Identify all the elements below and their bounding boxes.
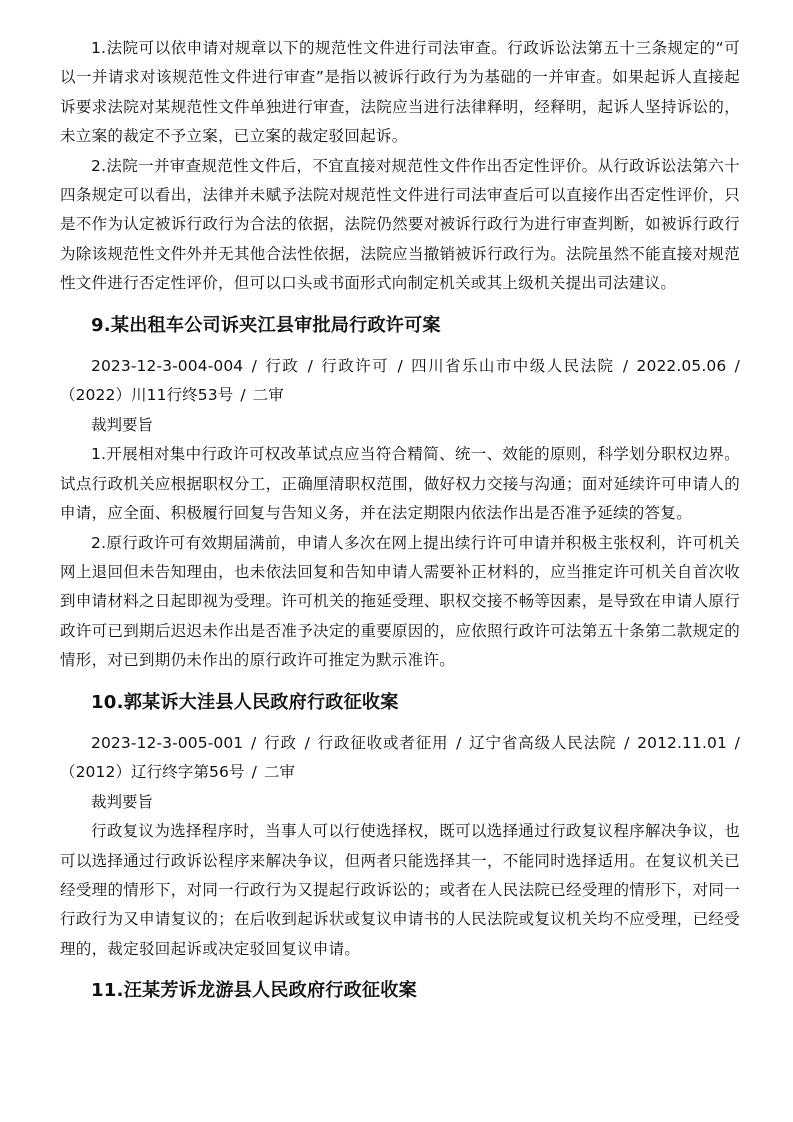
paragraph-case10-gist: 行政复议为选择程序时，当事人可以行使选择权，既可以选择通过行政复议程序解决争议，也可以选择通过行政诉讼程序来解决争议，但两者只能选择其一，不能同时选择适用。在复议机关已经受理的情形下，对同一行政行为又提起行政诉讼的；或者在人民法院已经受理的情形下，对同一行政行为又申请复议的；在后收到起诉状或复议申请书的人民法院或复议机关均不应受理，已经受理的，裁定驳回起诉或决定驳回复议申请。 bbox=[60, 822, 740, 958]
gist-label-10: 裁判要旨 bbox=[91, 792, 154, 811]
case-title-10: 10.郭某诉大洼县人民政府行政征收案 bbox=[91, 691, 399, 713]
case-meta-9: 2023-12-3-004-004 / 行政 / 行政许可 / 四川省乐山市中级人民法院 / 2022.05.06 / （2022）川11行终53号 / 二审 bbox=[60, 357, 740, 405]
case-meta-10: 2023-12-3-005-001 / 行政 / 行政征收或者征用 / 辽宁省高级人民法院 / 2012.11.01 / （2012）辽行终字第56号 / 二审 bbox=[60, 733, 740, 782]
document-page bbox=[60, 34, 740, 1018]
case-title-9: 9.某出租车公司诉夹江县审批局行政许可案 bbox=[91, 314, 441, 336]
gist-label-9: 裁判要旨 bbox=[91, 415, 154, 434]
paragraph-case9-gist-2: 2.原行政许可有效期届满前，申请人多次在网上提出续行许可申请并积极主张权利，许可机关网上退回但未告知理由，也未依法回复和告知申请人需要补正材料的，应当推定许可机关自首次收到申请材料之日起即视为受理。许可机关的拖延受理、职权交接不畅等因素，是导致在申请人原行政许可已到期后迟迟未作出是否准予决定的重要原因的，应依照行政许可法第五十条第二款规定的情形，对已到期仍未作出的原行政许可推定为默示准许。 bbox=[60, 533, 740, 670]
paragraph-gist-1: 1.法院可以依申请对规章以下的规范性文件进行司法审查。行政诉讼法第五十三条规定的“可以一并请求对该规范性文件进行审查”是指以被诉行政行为为基础的一并审查。如果起诉人直接起诉要求法院对某规范性文件单独进行审查，法院应当进行法律释明，经释明，起诉人坚持诉讼的，未立案的裁定不予立案，已立案的裁定驳回起诉。 bbox=[60, 39, 740, 146]
case-title-11: 11.汪某芳诉龙游县人民政府行政征收案 bbox=[91, 980, 417, 1002]
paragraph-case9-gist-1: 1.开展相对集中行政许可权改革试点应当符合精简、统一、效能的原则，科学划分职权边界。试点行政机关应根据职权分工，正确厘清职权范围，做好权力交接与沟通；面对延续许可申请人的申请，应全面、积极履行回复与告知义务，并在法定期限内依法作出是否准予延续的答复。 bbox=[60, 445, 740, 523]
paragraph-gist-2: 2.法院一并审查规范性文件后，不宜直接对规范性文件作出否定性评价。从行政诉讼法第六十四条规定可以看出，法律并未赋予法院对规范性文件进行司法审查后可以直接作出否定性评价，只是不作为认定被诉行政行为合法的依据，法院仍然要对被诉行政行为进行审查判断，如被诉行政行为除该规范性文件外并无其他合法性依据，法院应当撤销被诉行政行为。法院虽然不能直接对规范性文件进行否定性评价，但可以口头或书面形式向制定机关或其上级机关提出司法建议。 bbox=[60, 156, 740, 293]
